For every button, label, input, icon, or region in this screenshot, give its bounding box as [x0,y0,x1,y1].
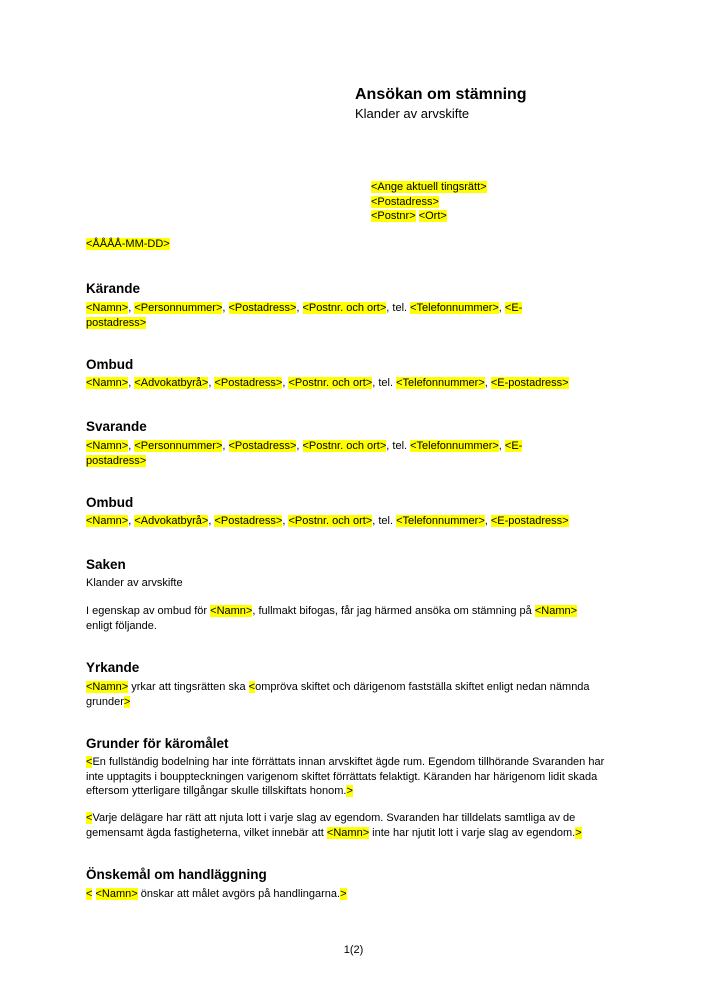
separator: , [282,377,289,389]
placeholder-namn: <Namn> [86,302,129,314]
placeholder-email: <E-postadress> [490,515,569,527]
placeholder-email-part1: <E- [504,440,523,452]
placeholder-telefon: <Telefonnummer> [410,440,499,452]
separator: , [484,377,491,389]
section-heading-svarande: Svarande [86,419,147,434]
grunder-paragraph-2 [86,811,621,840]
separator-tel: , tel. [372,515,397,527]
separator: , [222,302,229,314]
placeholder-advokatbyra: <Advokatbyrå> [134,515,209,527]
intro-text-a: I egenskap av ombud för [86,605,211,617]
placeholder-personnummer: <Personnummer> [134,302,223,314]
onskemal-text-body: önskar att målet avgörs på handlingarna. [137,888,341,900]
placeholder-close-bracket: > [575,826,582,839]
separator: , [208,515,215,527]
placeholder-close-bracket: > [340,888,347,900]
separator: , [484,515,491,527]
placeholder-email-part2: postadress> [86,316,147,329]
page-subtitle: Klander av arvskifte [355,106,470,121]
placeholder-namn: <Namn> [95,888,138,900]
yrkande-text [86,680,621,709]
court-postnr: <Postnr> [371,210,416,222]
placeholder-postadress: <Postadress> [214,515,283,527]
separator: , [128,515,135,527]
placeholder-postnr-ort: <Postnr. och ort> [288,515,373,527]
section-heading-ombud: Ombud [86,357,134,372]
separator: , [296,440,303,452]
section-heading-saken: Saken [86,557,126,572]
saken-text: Klander av arvskifte [86,577,183,589]
grunder-p2-text-a: Varje delägare har rätt att njuta lott i varje slag av egendom. Svaranden har tilldelats samtliga av de gemensamt ägda fastigheterna, vilket innebär att [86,812,576,839]
intro-text-c: enligt följande. [86,619,157,632]
placeholder-namn: <Namn> [326,826,370,839]
placeholder-telefon: <Telefonnummer> [410,302,499,314]
placeholder-email-part2: postadress> [86,454,147,467]
ombud-2-details [86,514,621,529]
grunder-p1-text: En fullständig bodelning har inte förrättats innan arvskiftet ägde rum. Egendom tillhörande Svaranden har inte upptagits i bouppteckningen varigenom skiftet förrättats felaktigt. Käranden har härigenom lidit skada eftersom ytterligare tillgångar skulle tillskiftats honom. [86,756,605,797]
placeholder-namn: <Namn> [210,605,253,617]
page-title: Ansökan om stämning [355,86,527,103]
placeholder-postadress: <Postadress> [214,377,283,389]
placeholder-open-bracket: < [248,681,256,693]
placeholder-postnr-ort: <Postnr. och ort> [302,440,387,452]
court-city: <Ort> [418,210,447,222]
date-value: <ÅÅÅÅ-MM-DD> [86,238,170,250]
placeholder-advokatbyra: <Advokatbyrå> [134,377,209,389]
placeholder-namn: <Namn> [86,515,129,527]
separator: , [128,440,135,452]
onskemal-text [86,887,621,902]
placeholder-email-part1: <E- [504,302,523,314]
yrkande-text-a: yrkar att tingsrätten ska [128,681,249,693]
separator: , [498,302,505,314]
ombud-details [86,376,621,391]
placeholder-open-bracket: < [86,812,93,824]
court-postal-address: <Postadress> [371,195,439,208]
placeholder-namn: <Namn> [86,377,129,389]
separator-tel: , tel. [372,377,397,389]
placeholder-telefon: <Telefonnummer> [396,515,485,527]
placeholder-namn: <Namn> [86,681,129,693]
karande-details [86,301,621,330]
placeholder-postadress: <Postadress> [228,302,297,314]
placeholder-telefon: <Telefonnummer> [396,377,485,389]
separator-tel: , tel. [386,302,411,314]
section-heading-grunder: Grunder för käromålet [86,736,229,751]
intro-text-b: , fullmakt bifogas, får jag härmed ansöka om stämning på [252,605,535,617]
yrkande-text-b: ompröva skiftet och därigenom fastställa skiftet enligt nedan nämnda grunder [86,681,590,708]
separator: , [222,440,229,452]
separator: , [498,440,505,452]
placeholder-namn: <Namn> [534,605,578,617]
separator: , [128,377,135,389]
section-heading-karande: Kärande [86,281,141,296]
placeholder-open-bracket: < [86,888,93,900]
placeholder-close-bracket: > [123,695,131,708]
placeholder-postnr-ort: <Postnr. och ort> [288,377,373,389]
svarande-details [86,439,621,468]
separator: , [128,302,135,314]
separator-tel: , tel. [386,440,411,452]
grunder-p2-text-b: inte har njutit lott i varje slag av egendom. [369,826,576,839]
placeholder-personnummer: <Personnummer> [134,440,223,452]
date-placeholder [86,238,170,250]
section-heading-onskemal: Önskemål om handläggning [86,867,267,882]
separator: , [208,377,215,389]
placeholder-open-bracket: < [86,756,93,768]
court-name: <Ange aktuell tingsrätt> [371,181,487,193]
saken-intro [86,604,621,633]
separator: , [282,515,289,527]
placeholder-close-bracket: > [346,785,353,797]
court-address-block [371,180,487,224]
placeholder-email: <E-postadress> [490,377,569,389]
section-heading-yrkande: Yrkande [86,660,140,675]
placeholder-namn: <Namn> [86,440,129,452]
separator: , [296,302,303,314]
grunder-paragraph-1 [86,755,621,799]
page-number: 1(2) [343,944,364,956]
placeholder-postnr-ort: <Postnr. och ort> [302,302,387,314]
section-heading-ombud-2: Ombud [86,495,134,510]
placeholder-postadress: <Postadress> [228,440,297,452]
